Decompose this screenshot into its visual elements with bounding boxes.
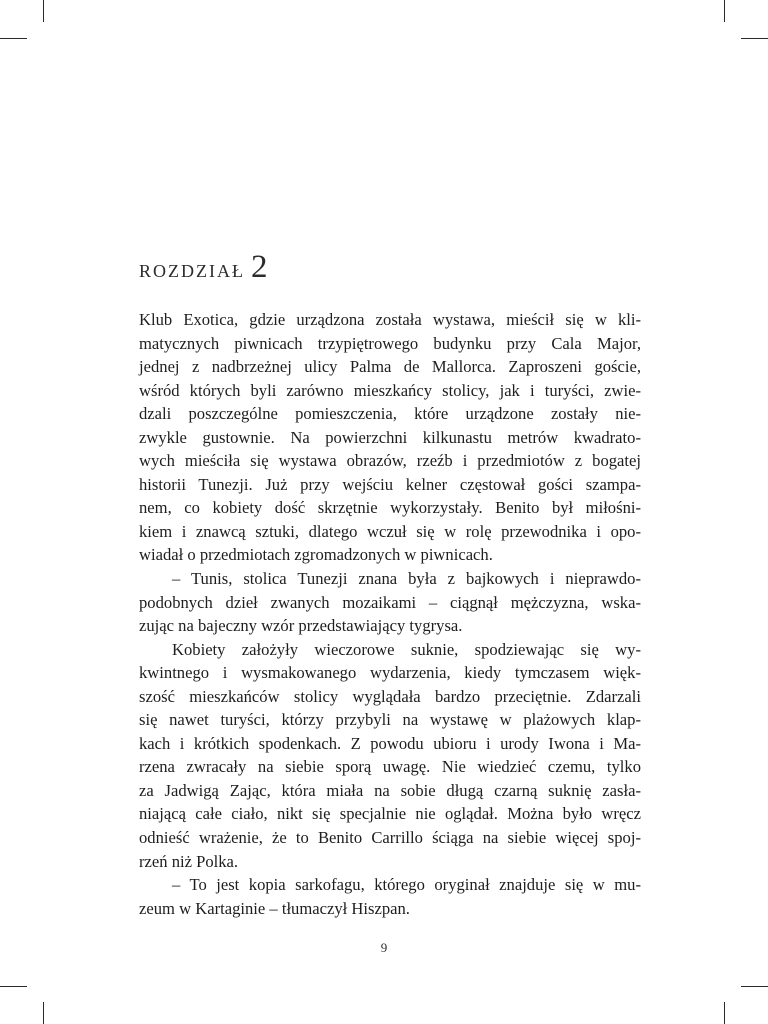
text-line: niającą całe ciało, nikt się specjalnie nie oglądał. Można było wręcz: [139, 804, 641, 824]
chapter-number: 2: [250, 249, 268, 285]
crop-mark-bottom-right-vertical: [724, 1002, 725, 1024]
text-line: zeum w Kartaginie – tłumaczył Hiszpan.: [139, 898, 410, 918]
text-line: Kobiety założyły wieczorowe suknie, spodziewając się wy-: [172, 639, 641, 659]
chapter-label: rozdział: [139, 256, 245, 283]
page-number: 9: [380, 940, 388, 955]
crop-mark-top-left-horizontal: [0, 38, 27, 39]
text-line: kwintnego i wysmakowanego wydarzenia, kiedy tymczasem więk-: [139, 663, 641, 683]
text-line: odnieść wrażenie, że to Benito Carrillo ściąga na siebie więcej spoj-: [139, 828, 641, 848]
text-line: zwykle gustownie. Na powierzchni kilkunastu metrów kwadrato-: [139, 427, 641, 447]
text-line: Klub Exotica, gdzie urządzona została wystawa, mieścił się w kli-: [139, 310, 641, 329]
text-line: wych mieściła się wystawa obrazów, rzeźb i przedmiotów z bogatej: [139, 451, 641, 471]
crop-mark-bottom-left-horizontal: [0, 986, 27, 987]
chapter-body-text: [139, 308, 641, 920]
text-line: rzeń niż Polka.: [139, 851, 239, 871]
text-line: jednej z nadbrzeżnej ulicy Palma de Mallorca. Zaproszeni goście,: [139, 357, 641, 377]
crop-mark-bottom-right-horizontal: [741, 986, 768, 987]
text-line: kiem i znawcą sztuki, dlatego wczuł się w rolę przewodnika i opo-: [139, 521, 641, 541]
text-line: – To jest kopia sarkofagu, którego oryginał znajduje się w mu-: [172, 875, 641, 895]
text-line: szość mieszkańców stolicy wyglądała bardzo przeciętnie. Zdarzali: [139, 686, 641, 706]
text-line: wiadał o przedmiotach zgromadzonych w piwnicach.: [139, 545, 493, 565]
text-line: zując na bajeczny wzór przedstawiający tygrysa.: [139, 616, 463, 636]
text-line: wśród których byli zarówno mieszkańcy stolicy, jak i turyści, zwie-: [139, 380, 641, 400]
text-line: – Tunis, stolica Tunezji znana była z bajkowych i nieprawdo-: [172, 569, 641, 589]
text-line: nem, co kobiety dość skrzętnie wykorzystały. Benito był miłośni-: [139, 498, 641, 518]
crop-mark-top-left-vertical: [43, 0, 44, 22]
crop-mark-bottom-left-vertical: [43, 1002, 44, 1024]
text-line: historii Tunezji. Już przy wejściu kelner częstował gości szampa-: [139, 474, 641, 494]
crop-mark-top-right-horizontal: [741, 38, 768, 39]
text-line: kach i krótkich spodenkach. Z powodu ubioru i urody Iwona i Ma-: [139, 733, 641, 753]
chapter-heading: [139, 250, 267, 284]
text-line: za Jadwigą Zając, która miała na sobie długą czarną suknię zasła-: [139, 780, 641, 800]
text-line: dzali poszczególne pomieszczenia, które urządzone zostały nie-: [139, 404, 641, 424]
text-line: rzena zwracały na siebie sporą uwagę. Nie wiedzieć czemu, tylko: [139, 757, 641, 777]
text-line: podobnych dzieł zwanych mozaikami – ciągnął mężczyzna, wska-: [139, 592, 641, 612]
text-line: matycznych piwnicach trzypiętrowego budynku przy Cala Major,: [139, 333, 641, 353]
crop-mark-top-right-vertical: [724, 0, 725, 22]
text-line: się nawet turyści, którzy przybyli na wystawę w plażowych klap-: [139, 710, 641, 730]
